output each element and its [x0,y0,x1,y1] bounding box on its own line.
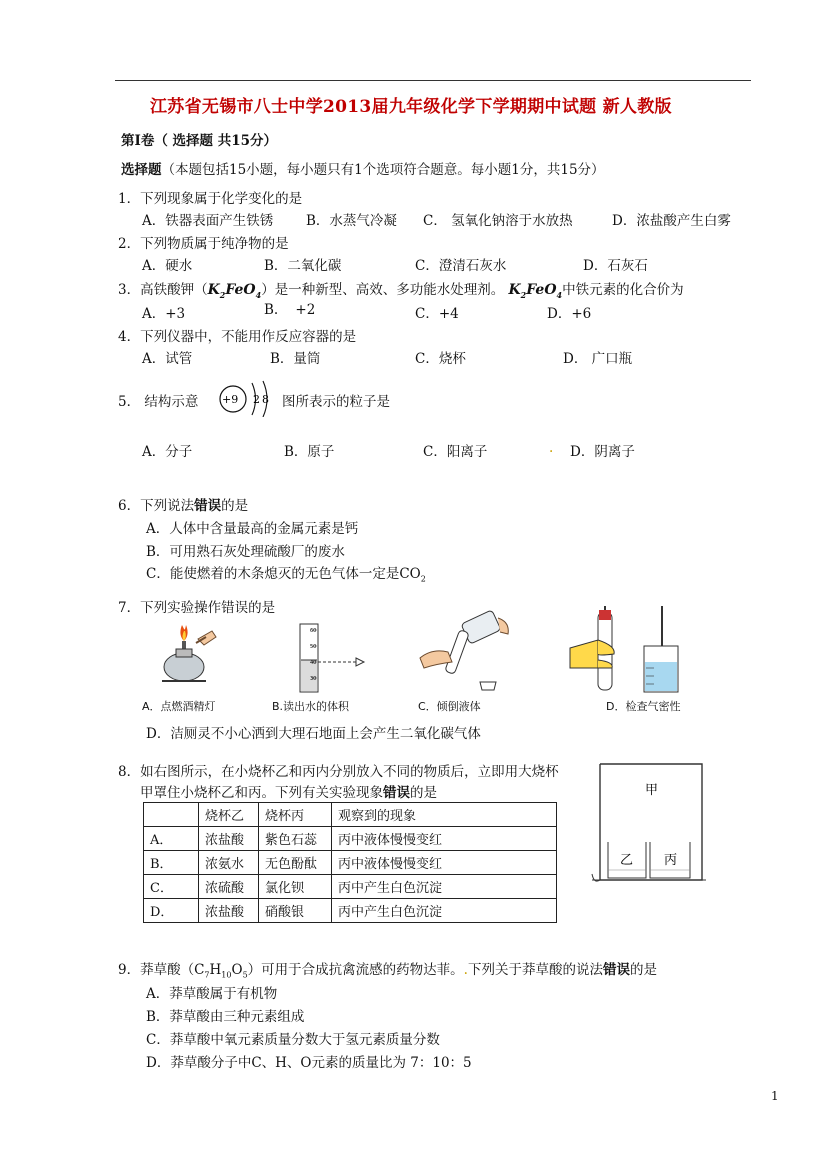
instructions [121,158,605,178]
k-symbol: K [207,282,220,298]
co2-sub: 2 [420,574,426,584]
feo-symbol-2: FeO [526,282,557,298]
q9-stem-a: 9．莽草酸（C [118,962,205,978]
table-cell: 丙中产生白色沉淀 [332,875,557,899]
q3-formula-2 [509,282,563,298]
table-cell: C． [144,875,199,899]
scale-label-30: 30 [310,676,317,682]
q3-option-b: B. +2 [264,302,316,318]
scale-label-60: 60 [310,628,317,634]
scale-label-50: 50 [310,644,317,650]
section-heading: 第Ⅰ卷（ 选择题 共15分） [121,133,278,149]
table-cell: 丙中液体慢慢变红 [332,851,557,875]
table-cell: 浓氨水 [199,851,259,875]
table-header-row [144,803,557,827]
table-header-cell: 观察到的现象 [332,803,557,827]
o-symbol: O [231,962,243,978]
feo-symbol: FeO [225,282,256,298]
q5-option-d: D．阴离子 [570,444,635,460]
q4-option-c: C．烧杯 [415,351,466,367]
q5-dot: . [549,440,554,456]
shell-2-electrons: 8 [262,393,269,406]
beaker-setup-figure [590,762,708,890]
q8-stem-line2 [140,781,437,801]
table-cell: A． [144,827,199,851]
figure-a-caption: A．点燃酒精灯 [142,700,216,713]
h-symbol: H [209,962,222,978]
table-row [144,827,557,851]
q5-option-b: B．原子 [284,444,335,460]
q9-stem-bold: 错误 [602,962,630,978]
q2-option-c: C．澄清石灰水 [415,258,507,274]
q6-option-a: A．人体中含量最高的金属元素是钙 [146,521,359,537]
q2-option-d: D．石灰石 [583,258,648,274]
q8-stem2b: 的是 [410,785,437,801]
figure-d-caption: D．检查气密性 [606,700,681,713]
q6-option-b: B．可用熟石灰处理硫酸厂的废水 [146,544,345,560]
shell-1-electrons: 2 [253,393,260,406]
pouring-liquid-figure [412,608,522,694]
graduated-cylinder-figure [290,622,370,696]
page-number: 1 [771,1089,779,1103]
q4-option-a: A．试管 [142,351,193,367]
table-cell: 丙中产生白色沉淀 [332,899,557,923]
q2-stem: 2．下列物质属于纯净物的是 [118,236,289,252]
q6-stem-bold: 错误 [194,498,222,514]
table-cell: 浓盐酸 [199,899,259,923]
q3-option-a: A．+3 [142,306,186,322]
q4-option-d: D． 广口瓶 [563,351,633,367]
atom-structure-diagram [215,377,277,417]
instr-head: 选择题 [121,162,162,178]
scale-label-40: 40 [310,660,317,666]
h-sub: 10 [221,970,232,980]
q9-stem-c: 下列关于莽草酸的说法 [467,962,603,978]
table-header-cell: 烧杯乙 [199,803,259,827]
table-row [144,851,557,875]
q9-option-b: B．莽草酸由三种元素组成 [146,1009,305,1025]
figure-b-caption: B.读出水的体积 [272,700,350,713]
q3-stem-b: ）是一种新型、高效、多功能水处理剂。 [261,282,505,298]
q2-option-b: B．二氧化碳 [264,258,342,274]
table-cell: 丙中液体慢慢变红 [332,827,557,851]
q5-stem-a: 5． 结构示意 [118,394,199,410]
q9-option-a: A．莽草酸属于有机物 [146,986,278,1002]
q6-stem [118,494,248,514]
beaker-big-label: 甲 [645,783,659,798]
q3-stem-a: 3．高铁酸钾（ [118,282,208,298]
beaker-left-label: 乙 [620,853,634,868]
q1-option-c: C． 氢氧化钠溶于水放热 [423,213,573,229]
table-row [144,875,557,899]
q1-stem: 1．下列现象属于化学变化的是 [118,191,303,207]
q6-option-c-text: C．能使燃着的木条熄灭的无色气体一定是CO [146,566,421,582]
k-symbol-2: K [508,282,521,298]
table-cell: 浓硫酸 [199,875,259,899]
table-cell: D． [144,899,199,923]
q1-option-a: A．铁器表面产生铁锈 [142,213,274,229]
q3-stem [118,278,684,300]
table-header-cell [144,803,199,827]
q9-stem [118,958,657,980]
header-rule [115,80,751,81]
o-sub-q9: 5 [242,970,248,980]
q6-stem-b: 的是 [221,498,249,514]
q9-option-c: C．莽草酸中氧元素质量分数大于氢元素质量分数 [146,1032,440,1048]
q9-stem-d: 的是 [629,962,657,978]
q5-option-c: C．阳离子 [423,444,488,460]
q7-stem: 7．下列实验操作错误的是 [118,600,276,616]
q3-formula-1 [208,282,262,298]
q4-option-b: B．量筒 [270,351,321,367]
q4-stem: 4．下列仪器中，不能用作反应容器的是 [118,329,357,345]
q9-stem-b: ）可用于合成抗禽流感的药物达菲。 [247,962,464,978]
k-sub: 2 [219,289,226,300]
q8-stem-bold: 错误 [383,785,410,801]
table-cell: 硝酸银 [259,899,332,923]
table-cell: 浓盐酸 [199,827,259,851]
q1-option-b: B．水蒸气冷凝 [306,213,397,229]
q3-option-c: C．+4 [415,306,459,322]
instr-body: （本题包括15小题，每小题只有1个选项符合题意。每小题1分，共15分） [161,162,605,178]
q6-option-c [146,562,426,584]
table-header-cell: 烧杯丙 [259,803,332,827]
q9-dot: . [463,962,468,978]
q8-stem2a: 甲罩住小烧杯乙和丙。下列有关实验现象 [140,785,383,801]
q3-option-d: D．+6 [547,306,592,322]
q6-stem-a: 6．下列说法 [118,498,195,514]
o-sub: 4 [255,289,262,300]
figure-c-caption: C．倾倒液体 [418,700,481,713]
q5-stem-b: 图所表示的粒子是 [282,394,390,410]
q8-stem-line1: 8．如右图所示，在小烧杯乙和丙内分别放入不同的物质后，立即用大烧杯 [118,764,559,780]
alcohol-lamp-figure [152,615,222,687]
q8-table [143,802,557,923]
table-cell: 紫色石蕊 [259,827,332,851]
table-row [144,899,557,923]
q5-option-a: A．分子 [142,444,193,460]
k-sub-2: 2 [520,289,527,300]
o-sub-2: 4 [556,289,563,300]
q2-option-a: A．硬水 [142,258,193,274]
beaker-right-label: 丙 [664,853,678,868]
q7-option-d: D．洁厕灵不小心洒到大理石地面上会产生二氧化碳气体 [146,726,481,742]
q3-stem-c: 中铁元素的化合价为 [562,282,684,298]
table-cell: 无色酚酞 [259,851,332,875]
q1-option-d: D．浓盐酸产生白雾 [612,213,731,229]
c-sub: 7 [204,970,210,980]
airtightness-check-figure [568,606,680,696]
document-title: 江苏省无锡市八士中学2013届九年级化学下学期期中试题 新人教版 [150,97,672,117]
table-cell: 氯化钡 [259,875,332,899]
table-cell: B． [144,851,199,875]
q9-option-d: D．莽草酸分子中C、H、O元素的质量比为 7：10：5 [146,1055,472,1071]
nucleus-charge: +9 [222,393,239,406]
